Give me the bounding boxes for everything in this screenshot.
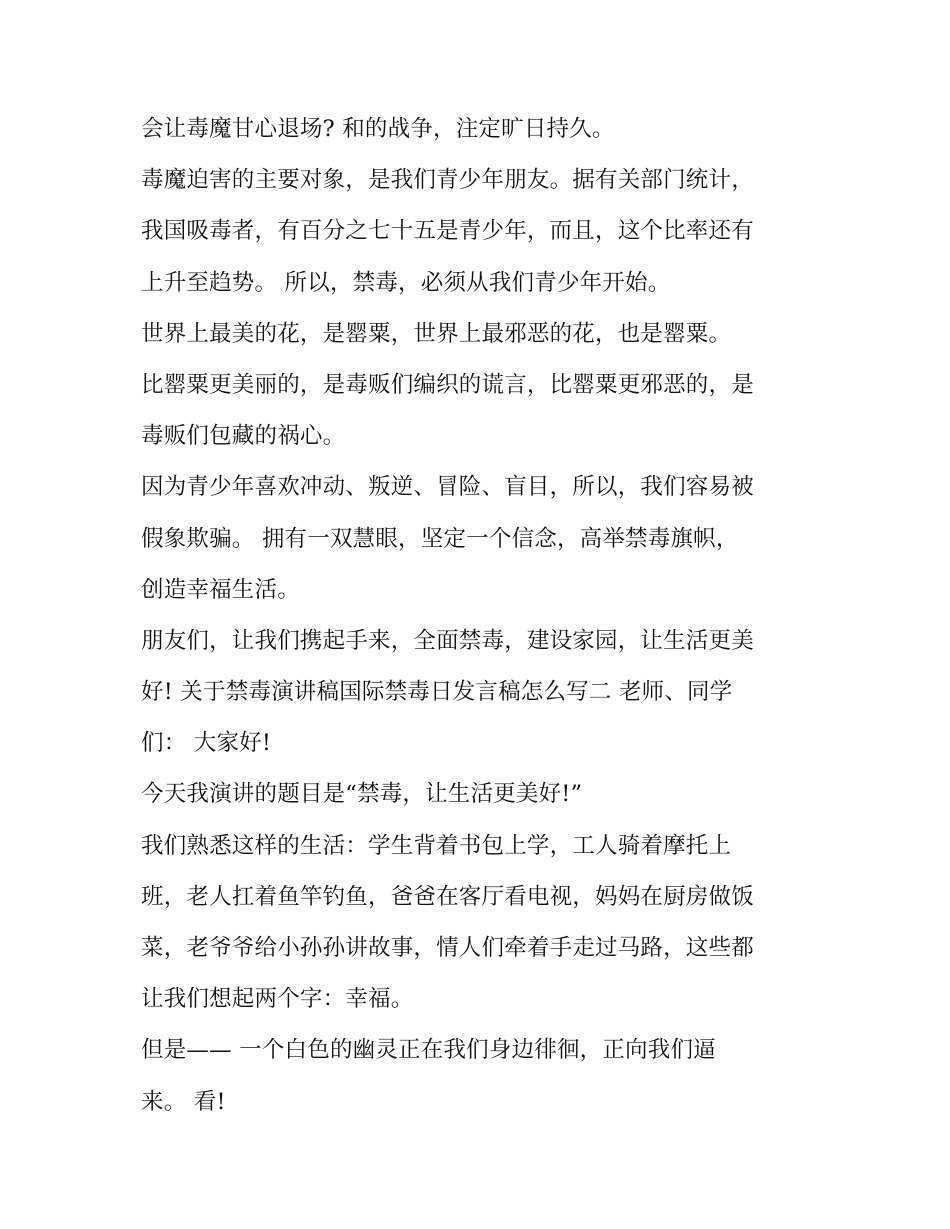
text-line: 创造幸福生活。 xyxy=(141,576,300,603)
text-line: 因为青少年喜欢冲动、叛逆、冒险、盲目，所以，我们容易被 xyxy=(141,474,754,501)
text-line: 我们熟悉这样的生活：学生背着书包上学，工人骑着摩托上 xyxy=(141,832,732,859)
text-line: 比罂粟更美丽的，是毒贩们编织的谎言，比罂粟更邪恶的，是 xyxy=(141,371,754,398)
body-text xyxy=(141,104,821,1128)
text-line: 们： 大家好! xyxy=(141,730,272,757)
text-line: 假象欺骗。 拥有一双慧眼，坚定一个信念，高举禁毒旗帜， xyxy=(141,525,739,552)
text-line: 但是—— 一个白色的幽灵正在我们身边徘徊，正向我们逼 xyxy=(141,1037,716,1064)
text-line: 班，老人扛着鱼竿钓鱼，爸爸在客厅看电视，妈妈在厨房做饭 xyxy=(141,883,754,910)
text-line: 来。 看! xyxy=(141,1088,226,1115)
text-line: 毒魔迫害的主要对象，是我们青少年朋友。据有关部门统计， xyxy=(141,167,754,194)
text-line: 会让毒魔甘心退场? 和的战争，注定旷日持久。 xyxy=(141,116,615,142)
text-line: 我国吸毒者，有百分之七十五是青少年，而且，这个比率还有 xyxy=(141,218,754,245)
text-line: 朋友们，让我们携起手来，全面禁毒，建设家园，让生活更美 xyxy=(141,627,754,654)
text-line: 上升至趋势。 所以，禁毒，必须从我们青少年开始。 xyxy=(141,269,671,296)
text-line: 菜，老爷爷给小孙孙讲故事，情人们牵着手走过马路，这些都 xyxy=(141,935,754,961)
text-line: 今天我演讲的题目是“禁毒，让生活更美好!” xyxy=(141,781,583,808)
text-line: 世界上最美的花，是罂粟，世界上最邪恶的花，也是罂粟。 xyxy=(141,320,732,347)
text-line: 毒贩们包藏的祸心。 xyxy=(141,423,346,450)
text-line: 好! 关于禁毒演讲稿国际禁毒日发言稿怎么写二 老师、同学 xyxy=(141,679,733,706)
text-line: 让我们想起两个字：幸福。 xyxy=(141,986,414,1013)
